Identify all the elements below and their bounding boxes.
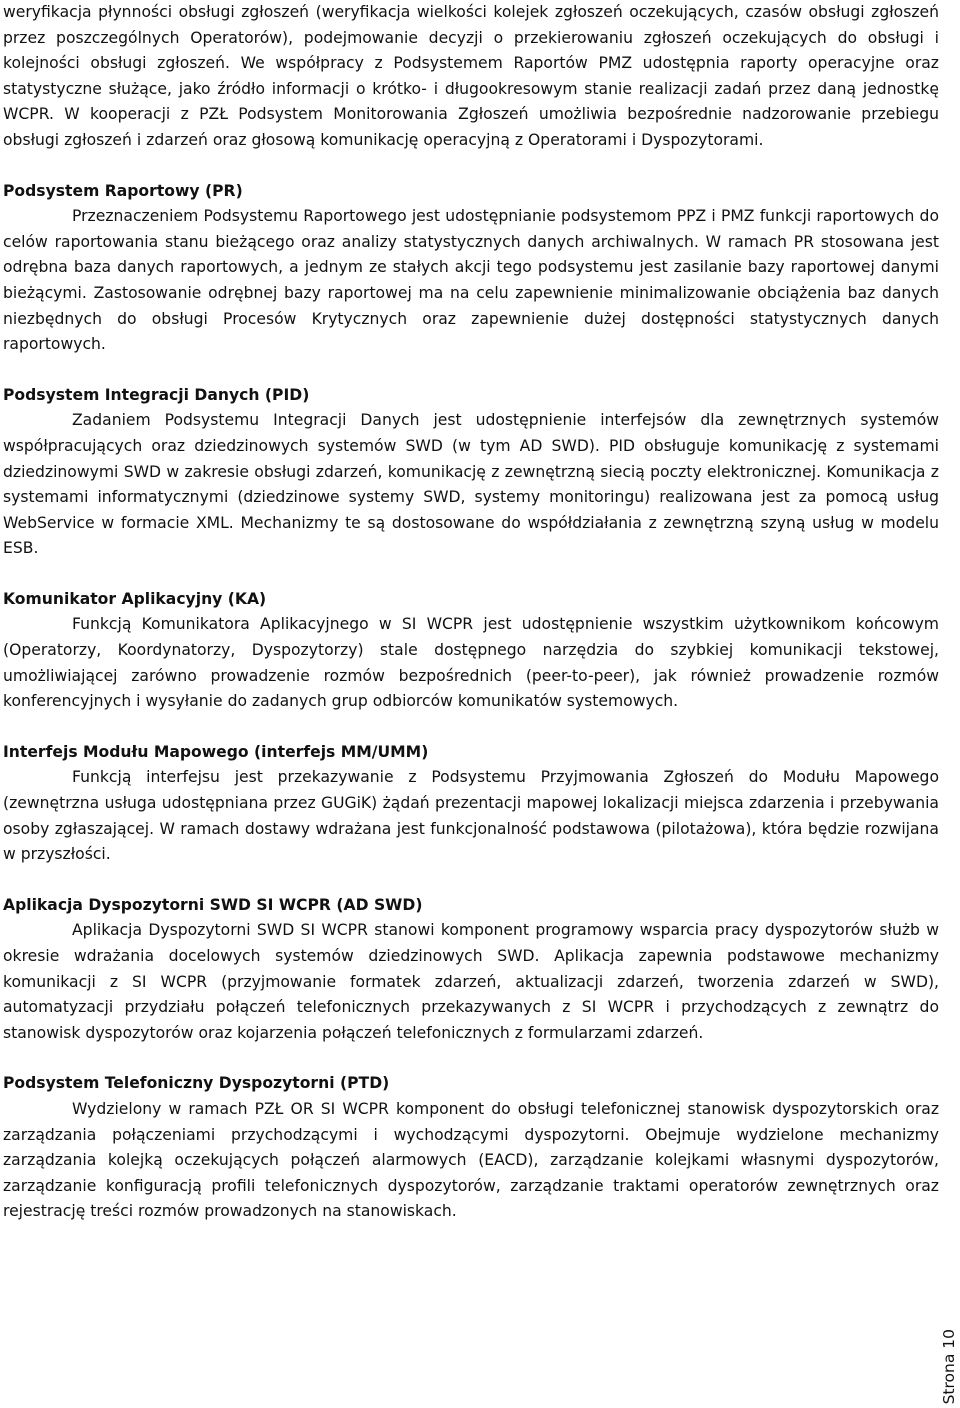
section-body: Wydzielony w ramach PZŁ OR SI WCPR komponent do obsługi telefonicznej stanowisk dyspozytorskich oraz zarządzania połączeniami przychodzącymi i wychodzącymi dyspozytorni. Obejmuje wydzielone mechanizmy zarządzania kolejką oczekujących połączeń alarmowych (EACD), zarządzanie kolejkami własnymi dyspozytorów, zarządzanie konfiguracją profili telefonicznych dyspozytorów, zarządzanie traktami operatorów zewnętrznych oraz rejestrację treści rozmów prowadzonych na stanowiskach.	[3, 1099, 939, 1221]
section-heading: Interfejs Modułu Mapowego (interfejs MM/UMM)	[3, 742, 429, 761]
section-body: Funkcją interfejsu jest przekazywanie z Podsystemu Przyjmowania Zgłoszeń do Modułu Mapowego (zewnętrzna usługa udostępniana przez GUGiK) żądań prezentacji mapowej lokalizacji miejsca zdarzenia i przebywania osoby zgłaszającej. W ramach dostawy wdrażana jest funkcjonalność podstawowa (pilotażowa), która będzie rozwijana w przyszłości.	[3, 768, 939, 864]
page-number: Strona 10	[940, 1328, 958, 1404]
section-heading: Podsystem Integracji Danych (PID)	[3, 385, 310, 404]
section-ptd	[3, 1071, 939, 1225]
section-body: Funkcją Komunikatora Aplikacyjnego w SI WCPR jest udostępnienie wszystkim użytkownikom końcowym (Operatorzy, Koordynatorzy, Dyspozytorzy) stale dostępnego narzędzia do szybkiej komunikacji tekstowej, umożliwiającej zarówno prowadzenie rozmów bezpośrednich (peer-to-peer), jak również prowadzenie rozmów konferencyjnych i wysyłanie do zadanych grup odbiorców komunikatów systemowych.	[3, 615, 939, 711]
section-heading: Komunikator Aplikacyjny (KA)	[3, 589, 267, 608]
section-pid	[3, 383, 939, 562]
section-body: Aplikacja Dyspozytorni SWD SI WCPR stanowi komponent programowy wsparcia pracy dyspozytorów służb w okresie wdrażania docelowych systemów dziedzinowych SWD. Aplikacja zapewnia podstawowe mechanizmy komunikacji z SI WCPR (przyjmowanie formatek zdarzeń, aktualizacji zdarzeń, tworzenia zdarzeń w SWD), automatyzacji przydziału połączeń telefonicznych przekazywanych z SI WCPR i przychodzących z zewnątrz do stanowisk dyspozytorów oraz kojarzenia połączeń telefonicznych z formularzami zdarzeń.	[3, 921, 939, 1042]
section-heading: Aplikacja Dyspozytorni SWD SI WCPR (AD SWD)	[3, 895, 423, 914]
section-ka	[3, 587, 939, 715]
section-ad-swd	[3, 893, 939, 1047]
section-mm	[3, 740, 939, 868]
section-heading: Podsystem Telefoniczny Dyspozytorni (PTD)	[3, 1074, 390, 1093]
section-body: Przeznaczeniem Podsystemu Raportowego jest udostępnianie podsystemom PPZ i PMZ funkcji raportowych do celów raportowania stanu bieżącego oraz analizy statystycznych danych archiwalnych. W ramach PR stosowana jest odrębna baza danych raportowych, a jednym ze stałych akcji tego podsystemu jest zasilanie bazy raportowej danymi bieżącymi. Zastosowanie odrębnej bazy raportowej ma na celu zapewnienie minimalizowanie obciążenia baz danych niezbędnych do obsługi Procesów Krytycznych oraz zapewnienie dużej dostępności statystycznych danych raportowych.	[3, 207, 939, 354]
section-body: Zadaniem Podsystemu Integracji Danych jest udostępnienie interfejsów dla zewnętrznych systemów współpracujących oraz dziedzinowych systemów SWD (w tym AD SWD). PID obsługuje komunikację z systemami dziedzinowymi SWD w zakresie obsługi zdarzeń, komunikację z zewnętrzną siecią poczty elektronicznej. Komunikacja z systemami informatycznymi (dziedzinowe systemy SWD, systemy monitoringu) realizowana jest za pomocą usług WebService w formacie XML. Mechanizmy te są dostosowane do współdziałania z zewnętrzną szyną usług w modelu ESB.	[3, 411, 939, 558]
section-heading: Podsystem Raportowy (PR)	[3, 181, 243, 200]
section-pr	[3, 179, 939, 358]
intro-paragraph: weryfikacja płynności obsługi zgłoszeń (weryfikacja wielkości kolejek zgłoszeń oczekujących, czasów obsługi zgłoszeń przez poszczególnych Operatorów), podejmowanie decyzji o przekierowaniu zgłoszeń oczekujących do obsługi i kolejności obsługi zgłoszeń. We współpracy z Podsystemem Raportów PMZ udostępnia raporty operacyjne oraz statystyczne służące, jako źródło informacji o krótko- i długookresowym stanie realizacji zadań przez daną jednostkę WCPR. W kooperacji z PZŁ Podsystem Monitorowania Zgłoszeń umożliwia bezpośrednie nadzorowanie przebiegu obsługi zgłoszeń i zdarzeń oraz głosową komunikację operacyjną z Operatorami i Dyspozytorami.	[3, 3, 939, 149]
document-page	[3, 0, 939, 1225]
